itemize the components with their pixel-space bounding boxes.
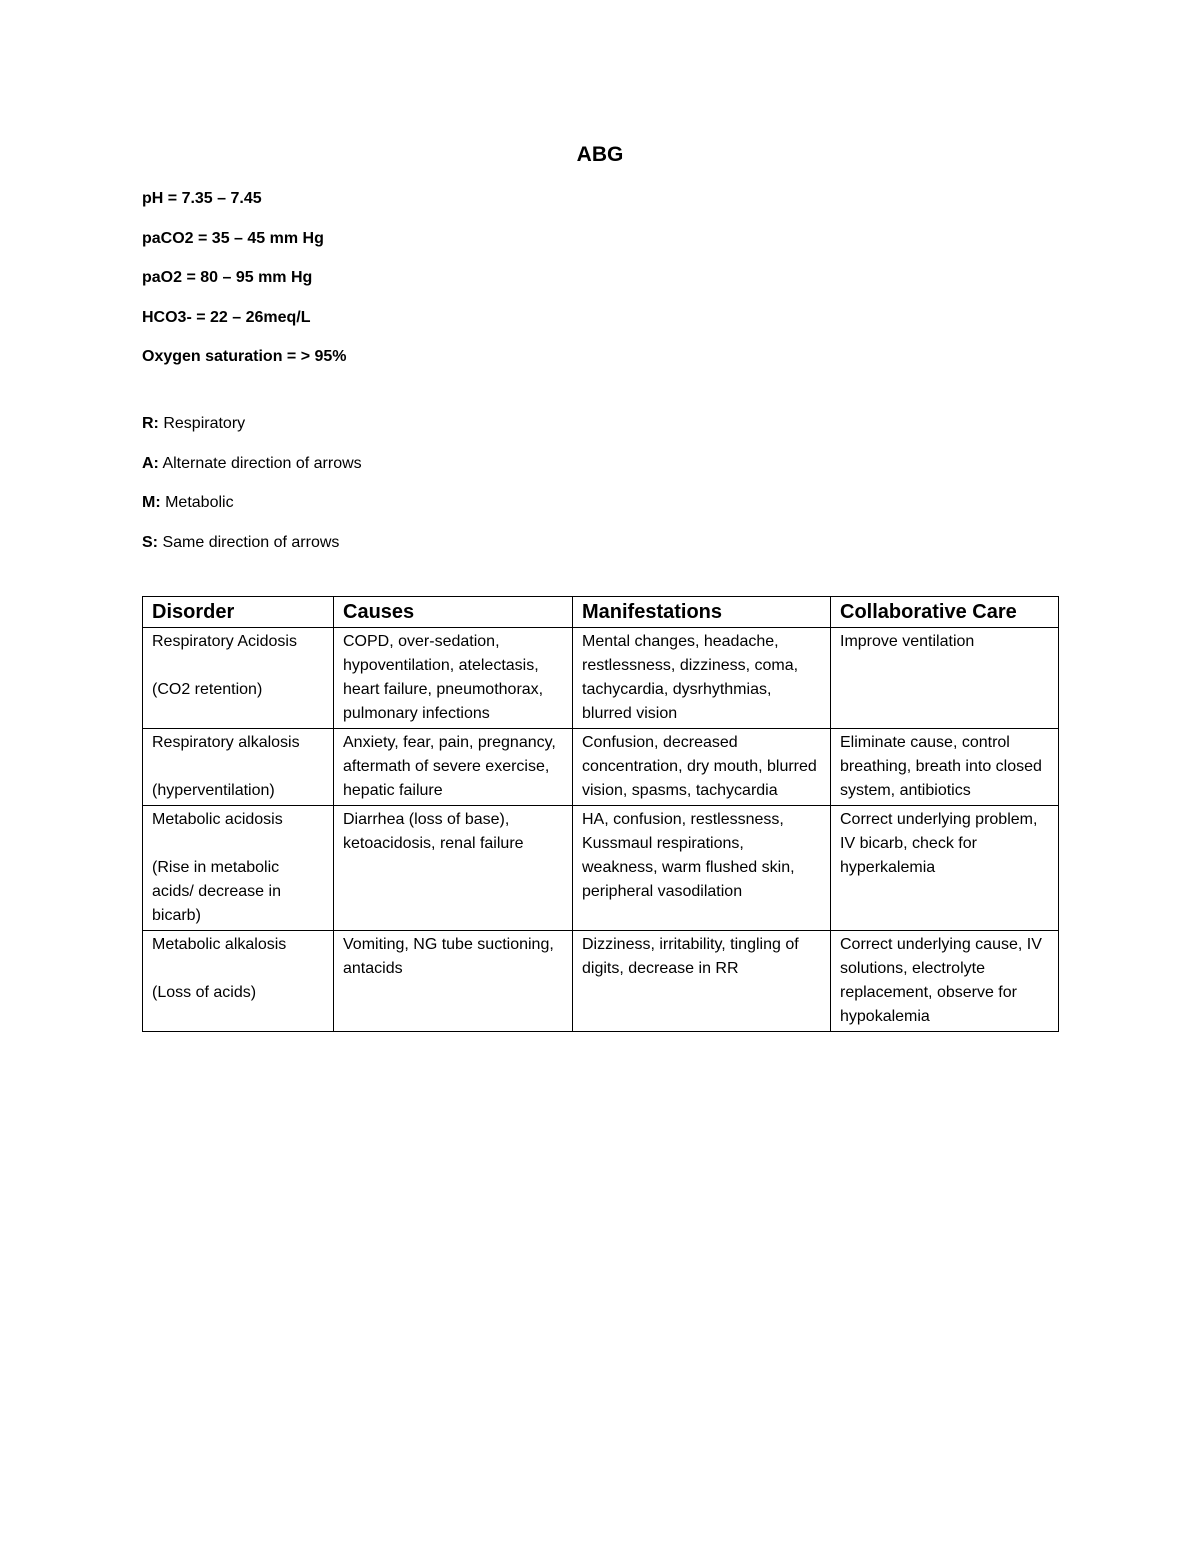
disorder-cell: [143, 628, 334, 729]
mnemonic-item: [142, 452, 362, 476]
table-row: [143, 931, 1059, 1032]
mnemonic-text: Same direction of arrows: [158, 534, 340, 552]
mnemonic-item: [142, 531, 362, 555]
disorder-spacer: [152, 957, 324, 981]
disorder-name: Respiratory alkalosis: [152, 734, 300, 751]
manifestations-cell: Confusion, decreased concentration, dry mouth, blurred vision, spasms, tachycardia: [573, 729, 831, 806]
table-row: [143, 806, 1059, 931]
care-cell: Improve ventilation: [831, 628, 1059, 729]
disorder-cell: [143, 729, 334, 806]
disorder-note: (Loss of acids): [152, 984, 257, 1001]
table-row: [143, 628, 1059, 729]
mnemonic-text: Alternate direction of arrows: [158, 454, 362, 472]
mnemonic-key: S:: [142, 534, 158, 552]
rams-mnemonic-list: [142, 412, 362, 571]
hco3-value: HCO3- = 22 – 26meq/L: [142, 308, 311, 326]
manifestations-cell: HA, confusion, restlessness, Kussmaul respirations, weakness, warm flushed skin, peripheral vasodilation: [573, 806, 831, 931]
disorder-name: Metabolic acidosis: [152, 811, 283, 828]
disorder-spacer: [152, 755, 324, 779]
care-cell: Eliminate cause, control breathing, breath into closed system, antibiotics: [831, 729, 1059, 806]
disorder-note: (hyperventilation): [152, 782, 275, 799]
care-cell: Correct underlying cause, IV solutions, electrolyte replacement, observe for hypokalemia: [831, 931, 1059, 1032]
header-disorder: Disorder: [143, 597, 334, 628]
disorder-note: (CO2 retention): [152, 681, 263, 698]
disorder-cell: [143, 806, 334, 931]
disorder-spacer: [152, 832, 324, 856]
disorder-cell: [143, 931, 334, 1032]
page-title: ABG: [576, 143, 624, 166]
causes-cell: Diarrhea (loss of base), ketoacidosis, renal failure: [334, 806, 573, 931]
table-header-row: [143, 597, 1059, 628]
normal-values-list: [142, 187, 347, 385]
mnemonic-key: R:: [142, 415, 159, 432]
ph-value: pH = 7.35 – 7.45: [142, 190, 262, 207]
paco2-value: paCO2 = 35 – 45 mm Hg: [142, 229, 324, 247]
mnemonic-key: A:: [142, 454, 159, 472]
table-row: [143, 729, 1059, 806]
care-cell: Correct underlying problem, IV bicarb, check for hyperkalemia: [831, 806, 1059, 931]
disorder-name: Metabolic alkalosis: [152, 936, 287, 953]
mnemonic-item: [142, 491, 362, 515]
mnemonic-key: M:: [142, 494, 161, 512]
manifestations-cell: Mental changes, headache, restlessness, dizziness, coma, tachycardia, dysrhythmias, blurred vision: [573, 628, 831, 729]
oxygen-saturation-value: Oxygen saturation = > 95%: [142, 348, 347, 365]
pao2-value: paO2 = 80 – 95 mm Hg: [142, 269, 313, 286]
header-collaborative-care: Collaborative Care: [831, 597, 1059, 628]
mnemonic-item: [142, 412, 362, 436]
causes-cell: Vomiting, NG tube suctioning, antacids: [334, 931, 573, 1032]
causes-cell: Anxiety, fear, pain, pregnancy, aftermath of severe exercise, hepatic failure: [334, 729, 573, 806]
mnemonic-text: Metabolic: [160, 494, 234, 512]
disorder-name: Respiratory Acidosis: [152, 633, 297, 650]
manifestations-cell: Dizziness, irritability, tingling of digits, decrease in RR: [573, 931, 831, 1032]
acid-base-disorders-table: [142, 596, 1059, 1032]
mnemonic-text: Respiratory: [158, 415, 246, 432]
header-causes: Causes: [334, 597, 573, 628]
disorder-note: (Rise in metabolic acids/ decrease in bicarb): [152, 859, 281, 924]
causes-cell: COPD, over-sedation, hypoventilation, atelectasis, heart failure, pneumothorax, pulmonary infections: [334, 628, 573, 729]
disorder-spacer: [152, 654, 324, 678]
header-manifestations: Manifestations: [573, 597, 831, 628]
